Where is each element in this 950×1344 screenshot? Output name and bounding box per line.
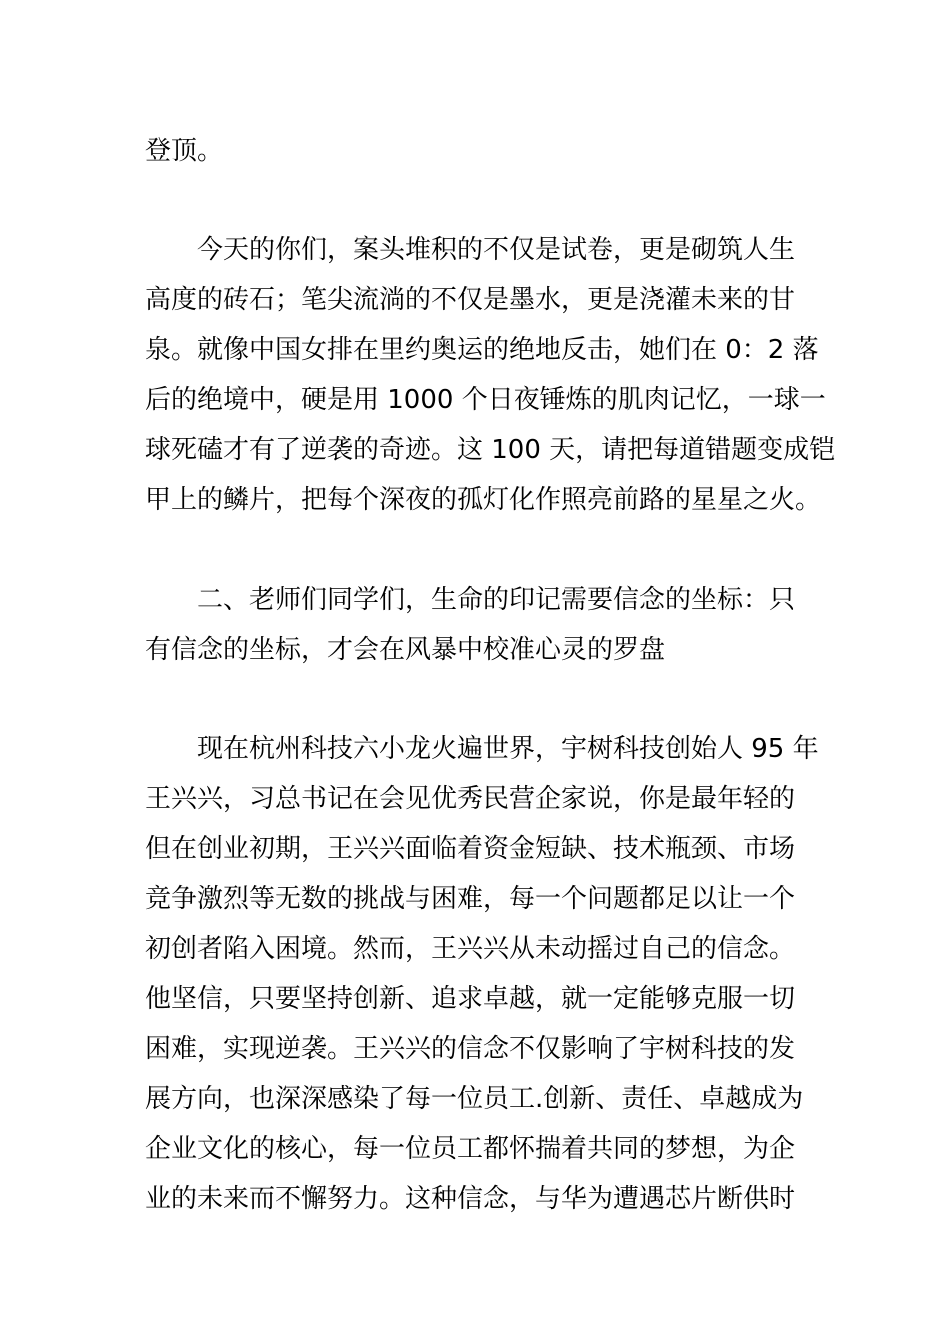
text-line: 有信念的坐标，才会在风暴中校准心灵的罗盘 (145, 635, 666, 665)
text-line: 企业文化的核心，每一位员工都怀揣着共同的梦想，为企 (145, 1134, 796, 1164)
text-line: 但在创业初期，王兴兴面临着资金短缺、技术瓶颈、市场 (145, 834, 796, 864)
text-line: 甲上的鳞片，把每个深夜的孤灯化作照亮前路的星星之火。 (145, 485, 822, 515)
text-line: 业的未来而不懈努力。这种信念，与华为遭遇芯片断供时 (145, 1184, 796, 1214)
text-line: 竞争激烈等无数的挑战与困难，每一个问题都足以让一个 (145, 884, 796, 914)
text-line: 泉。就像中国女排在里约奥运的绝地反击，她们在 0：2 落 (145, 335, 819, 365)
text-line: 二、老师们同学们，生命的印记需要信念的坐标：只 (197, 585, 796, 615)
text-line: 现在杭州科技六小龙火遍世界，宇树科技创始人 95 年 (197, 734, 819, 764)
text-line: 后的绝境中，硬是用 1000 个日夜锤炼的肌肉记忆，一球一 (145, 385, 826, 415)
text-line: 今天的你们，案头堆积的不仅是试卷，更是砌筑人生 (197, 235, 796, 265)
text-line: 展方向，也深深感染了每一位员工.创新、责任、卓越成为 (145, 1084, 804, 1114)
text-line: 王兴兴，习总书记在会见优秀民营企家说，你是最年轻的 (145, 784, 796, 814)
text-line: 初创者陷入困境。然而，王兴兴从未动摇过自己的信念。 (145, 934, 796, 964)
text-line: 困难，实现逆袭。王兴兴的信念不仅影响了宇树科技的发 (145, 1034, 796, 1064)
text-line: 他坚信，只要坚持创新、追求卓越，就一定能够克服一切 (145, 984, 796, 1014)
text-line: 高度的砖石；笔尖流淌的不仅是墨水，更是浇灌未来的甘 (145, 285, 796, 315)
text-line: 登顶。 (145, 136, 224, 166)
text-line: 球死磕才有了逆袭的奇迹。这 100 天，请把每道错题变成铠 (145, 435, 836, 465)
